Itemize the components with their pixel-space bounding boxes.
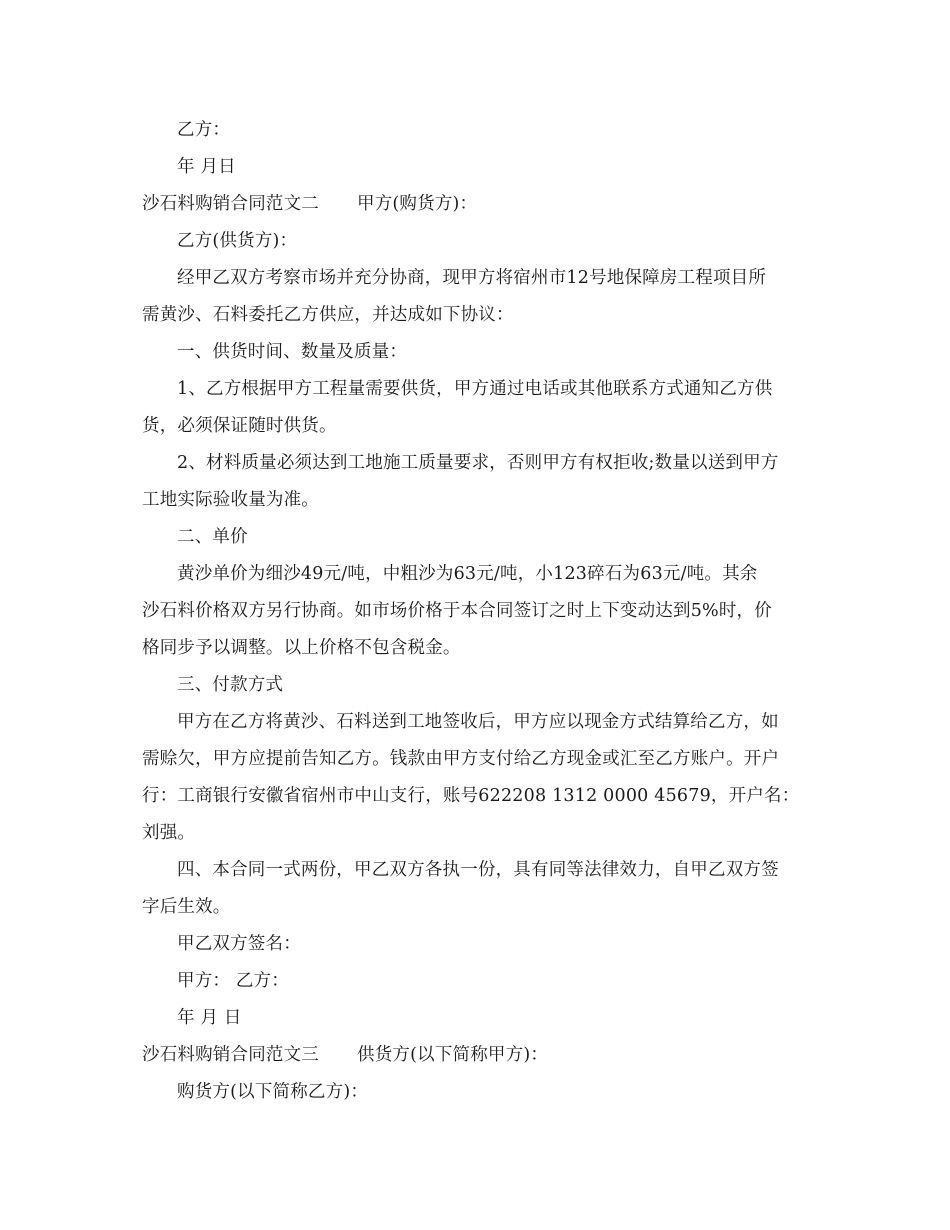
party-b-supplier-label: 乙方(供货方)： xyxy=(177,231,298,251)
party-a-buyer-label: 甲方(购货方)： xyxy=(357,194,478,214)
paragraph-line: 刘强。 xyxy=(142,823,196,843)
paragraph-line: 1、乙方根据甲方工程量需要供货，甲方通过电话或其他联系方式通知乙方供 xyxy=(177,379,773,399)
paragraph-line: 工地实际验收量为准。 xyxy=(142,490,319,510)
signature-party-b-label: 乙方： xyxy=(177,120,231,140)
paragraph-line: 字后生效。 xyxy=(142,897,231,917)
signature-heading: 甲乙双方签名： xyxy=(177,934,301,954)
date-line: 年 月 日 xyxy=(177,1008,242,1028)
paragraph-line: 行：工商银行安徽省宿州市中山支行，账号622208 1312 0000 45679，开户名： xyxy=(142,786,800,806)
date-line: 年 月日 xyxy=(177,157,236,177)
contract-title-2: 沙石料购销合同范文二 xyxy=(142,194,319,214)
paragraph-line: 沙石料价格双方另行协商。如市场价格于本合同签订之时上下变动达到5%时，价 xyxy=(142,601,772,621)
paragraph-line: 2、材料质量必须达到工地施工质量要求，否则甲方有权拒收;数量以送到甲方 xyxy=(177,453,779,473)
contract-title-3: 沙石料购销合同范文三 xyxy=(142,1045,319,1065)
signature-parties: 甲方： 乙方： xyxy=(177,971,289,991)
paragraph-line: 甲方在乙方将黄沙、石料送到工地签收后，甲方应以现金方式结算给乙方，如 xyxy=(177,712,779,732)
clause-heading: 三、付款方式 xyxy=(177,675,284,695)
paragraph-line: 需黄沙、石料委托乙方供应，并达成如下协议： xyxy=(142,305,514,325)
supplier-party-a-label: 供货方(以下简称甲方)： xyxy=(357,1045,549,1065)
paragraph-line: 经甲乙双方考察市场并充分协商，现甲方将宿州市12号地保障房工程项目所 xyxy=(177,268,767,288)
paragraph-line: 需赊欠，甲方应提前告知乙方。钱款由甲方支付给乙方现金或汇至乙方账户。开户 xyxy=(142,749,780,769)
clause-heading: 一、供货时间、数量及质量： xyxy=(177,342,408,362)
paragraph-line: 货，必须保证随时供货。 xyxy=(142,416,337,436)
clause-heading: 二、单价 xyxy=(177,527,248,547)
paragraph-line: 黄沙单价为细沙49元/吨，中粗沙为63元/吨，小123碎石为63元/吨。其余 xyxy=(177,564,758,584)
paragraph-line: 格同步予以调整。以上价格不包含税金。 xyxy=(142,638,461,658)
section-heading-line xyxy=(142,193,477,215)
section-heading-line xyxy=(142,1044,548,1066)
paragraph-line: 四、本合同一式两份，甲乙双方各执一份，具有同等法律效力，自甲乙双方签 xyxy=(177,860,779,880)
buyer-party-b-label: 购货方(以下简称乙方)： xyxy=(177,1082,369,1102)
